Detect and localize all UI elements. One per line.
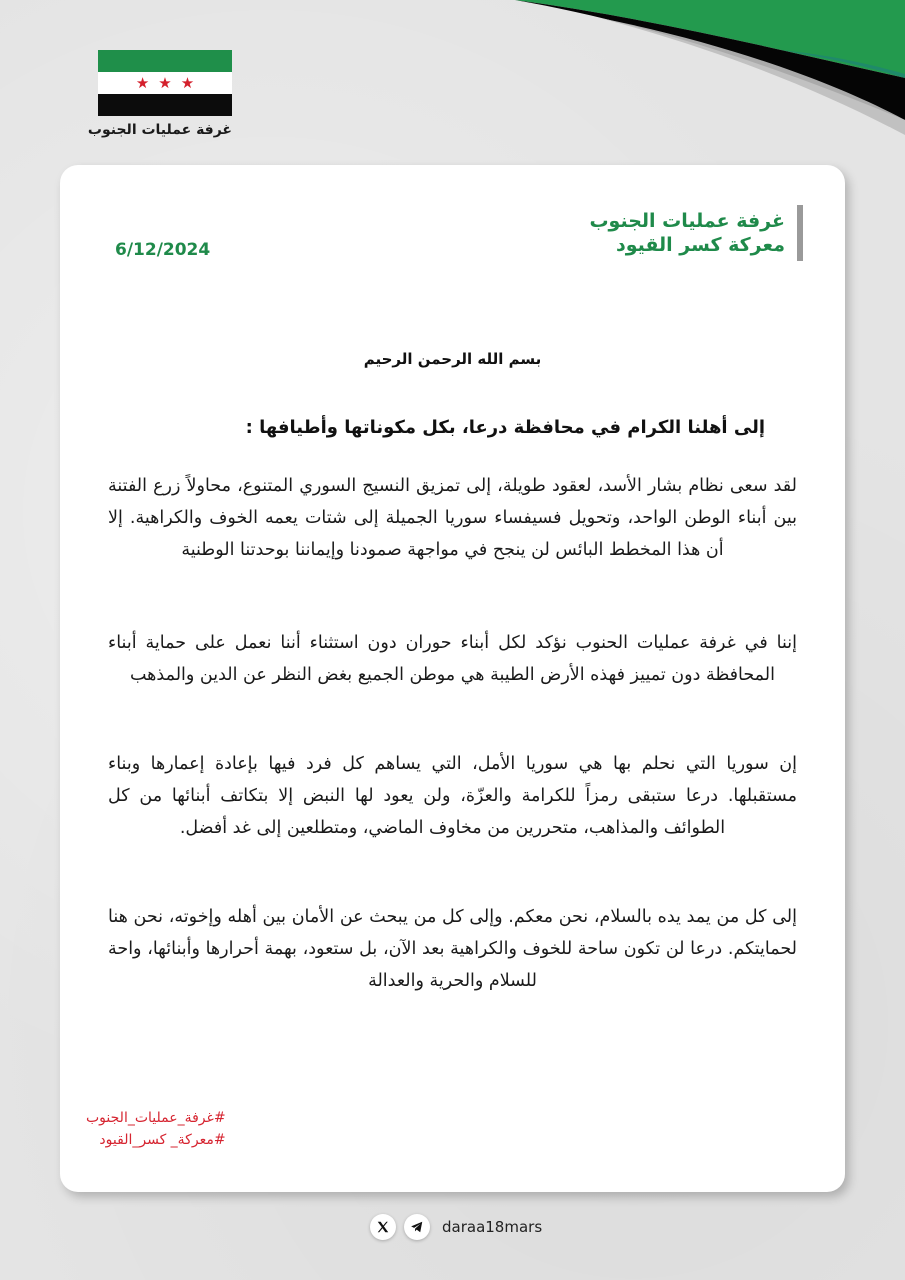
header-titles	[589, 209, 785, 257]
header-title-operation: معركة كسر القيود	[615, 234, 785, 256]
header-title-organization: غرفة عمليات الجنوب	[589, 210, 785, 232]
flag-white-band	[98, 72, 232, 94]
social-footer	[370, 1214, 542, 1240]
statement-header	[589, 205, 803, 261]
x-icon	[376, 1220, 390, 1234]
paragraph-4: إلى كل من يمد يده بالسلام، نحن معكم. وإلى كل من يبحث عن الأمان بين أهله وإخوته، نحن هنا لحمايتكم. درعا لن تكون ساحة للخوف والكراهية بعد الآن، بل ستعود، بهمة أحرارها وأبنائها، واحة للسلام والحرية والعدالة	[108, 907, 797, 991]
flag-green-band	[98, 50, 232, 72]
paragraph-1: لقد سعى نظام بشار الأسد، لعقود طويلة، إلى تمزيق النسيج السوري المتنوع، محاولاً زرع الفتنة بين أبناء الوطن الواحد، وتحويل فسيفساء سوريا الجميلة إلى شتات يعمه الخوف والكراهية. إلا أن هذا المخطط البائس لن ينجح في مواجهة صمودنا وإيماننا بوحدتنا الوطنية	[108, 476, 797, 560]
syrian-revolution-flag-icon	[98, 50, 232, 116]
hashtags	[86, 1107, 226, 1151]
x-button[interactable]	[370, 1214, 396, 1240]
statement-card	[60, 165, 845, 1192]
logo-caption: غرفة عمليات الجنوب	[87, 122, 232, 138]
paragraph-2: إننا في غرفة عمليات الحنوب نؤكد لكل أبناء حوران دون استثناء أننا نعمل على حماية أبناء المحافظة دون تمييز فهذه الأرض الطيبة هي موطن الجميع بغض النظر عن الدين والمذهب	[108, 633, 797, 685]
flag-black-band	[98, 94, 232, 116]
telegram-button[interactable]	[404, 1214, 430, 1240]
telegram-icon	[410, 1220, 424, 1234]
hashtag-breaking-chains[interactable]: #معركة_ كسر_القيود	[99, 1132, 226, 1148]
star-icon: ★	[135, 73, 150, 92]
header-divider-bar	[797, 205, 803, 261]
statement-date: 6/12/2024	[115, 240, 211, 260]
social-handle[interactable]: daraa18mars	[442, 1218, 543, 1236]
star-icon: ★	[158, 73, 172, 92]
basmala: بسم الله الرحمن الرحيم	[363, 350, 542, 368]
statement-heading: إلى أهلنا الكرام في محافظة درعا، بكل مكوناتها وأطيافها :	[245, 417, 765, 438]
hashtag-southern-operations[interactable]: #غرفة_عمليات_الجنوب	[86, 1110, 226, 1126]
organization-logo	[87, 50, 232, 138]
paragraph-3: إن سوريا التي نحلم بها هي سوريا الأمل، التي يساهم كل فرد فيها بإعادة إعمارها وبناء مستقبلها. درعا ستبقى رمزاً للكرامة والعزّة، ولن يعود لها النبض إلا بتكاتف أبنائها من كل الطوائف والمذاهب، متحررين من مخاوف الماضي، ومتطلعين إلى غد أفضل.	[108, 754, 797, 838]
star-icon: ★	[180, 73, 195, 92]
